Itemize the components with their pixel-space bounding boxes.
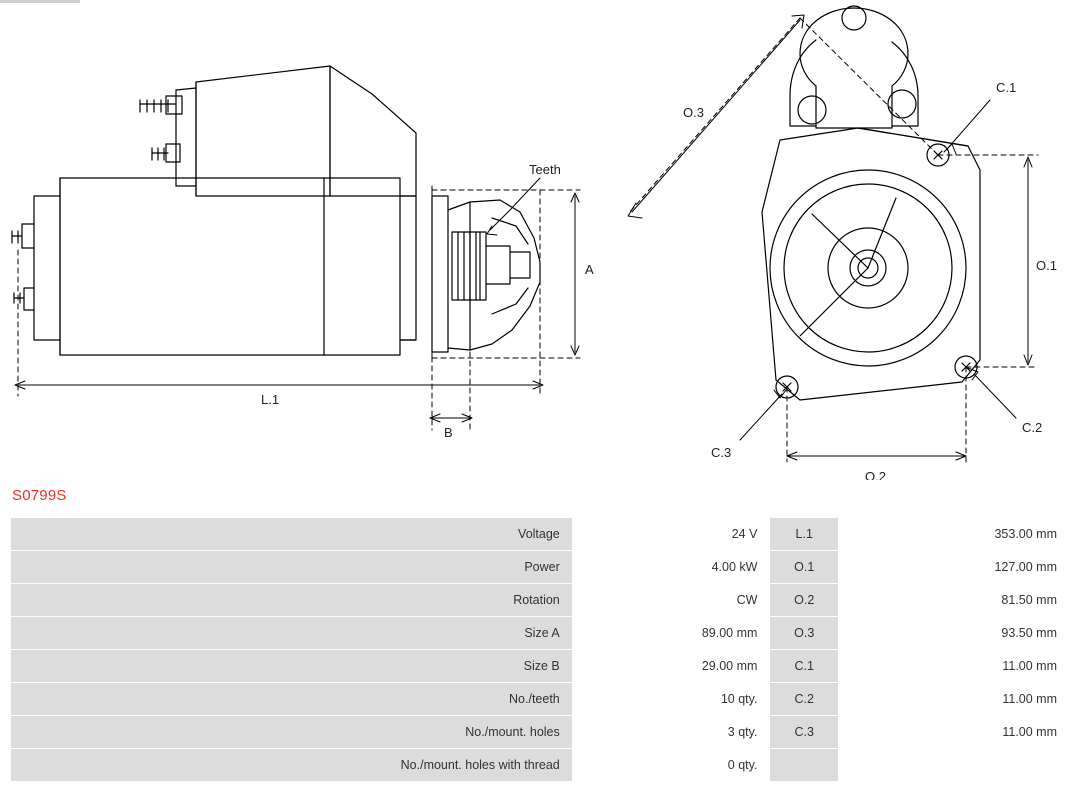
spec-table-body bbox=[11, 518, 1070, 782]
part-code: S0799S bbox=[12, 487, 67, 504]
dimension-value: 127.00 mm bbox=[839, 551, 1070, 584]
dimension-value: 353.00 mm bbox=[839, 518, 1070, 551]
starter-side-view bbox=[12, 66, 580, 430]
spec-label: No./teeth bbox=[11, 683, 573, 716]
table-row bbox=[11, 716, 1070, 749]
label-a: A bbox=[585, 262, 594, 277]
spec-value: 3 qty. bbox=[572, 716, 770, 749]
spec-value: 29.00 mm bbox=[572, 650, 770, 683]
spec-label: Power bbox=[11, 551, 573, 584]
table-row bbox=[11, 683, 1070, 716]
spec-value: 4.00 kW bbox=[572, 551, 770, 584]
dimension-label: O.2 bbox=[770, 584, 839, 617]
table-row bbox=[11, 617, 1070, 650]
spec-label: No./mount. holes with thread bbox=[11, 749, 573, 782]
dimension-value bbox=[839, 749, 1070, 782]
dimension-label: O.3 bbox=[770, 617, 839, 650]
dimension-value: 11.00 mm bbox=[839, 650, 1070, 683]
dimension-label: C.3 bbox=[770, 716, 839, 749]
table-row bbox=[11, 584, 1070, 617]
dimension-label: L.1 bbox=[770, 518, 839, 551]
spec-label: No./mount. holes bbox=[11, 716, 573, 749]
label-c3: C.3 bbox=[711, 445, 732, 460]
label-o2: O.2 bbox=[865, 469, 886, 480]
spec-label: Rotation bbox=[11, 584, 573, 617]
dimension-value: 11.00 mm bbox=[839, 683, 1070, 716]
spec-label: Size A bbox=[11, 617, 573, 650]
spec-label: Voltage bbox=[11, 518, 573, 551]
dimension-value: 11.00 mm bbox=[839, 716, 1070, 749]
dimension-value: 81.50 mm bbox=[839, 584, 1070, 617]
starter-front-view bbox=[628, 6, 1038, 462]
table-row bbox=[11, 518, 1070, 551]
label-teeth: Teeth bbox=[529, 162, 561, 177]
table-row bbox=[11, 749, 1070, 782]
dimension-label bbox=[770, 749, 839, 782]
label-b: B bbox=[444, 425, 453, 440]
label-l1: L.1 bbox=[261, 392, 280, 407]
spec-value: 10 qty. bbox=[572, 683, 770, 716]
spec-value: 24 V bbox=[572, 518, 770, 551]
spec-value: 89.00 mm bbox=[572, 617, 770, 650]
spec-label: Size B bbox=[11, 650, 573, 683]
label-c2: C.2 bbox=[1022, 420, 1043, 435]
label-o1: O.1 bbox=[1036, 258, 1057, 273]
spec-value: CW bbox=[572, 584, 770, 617]
dimension-value: 93.50 mm bbox=[839, 617, 1070, 650]
dimension-label: C.2 bbox=[770, 683, 839, 716]
spec-value: 0 qty. bbox=[572, 749, 770, 782]
dimension-label: O.1 bbox=[770, 551, 839, 584]
dimension-label: C.1 bbox=[770, 650, 839, 683]
table-row bbox=[11, 650, 1070, 683]
label-o3: O.3 bbox=[683, 105, 704, 120]
specification-table bbox=[10, 517, 1070, 782]
label-c1: C.1 bbox=[996, 80, 1017, 95]
table-row bbox=[11, 551, 1070, 584]
